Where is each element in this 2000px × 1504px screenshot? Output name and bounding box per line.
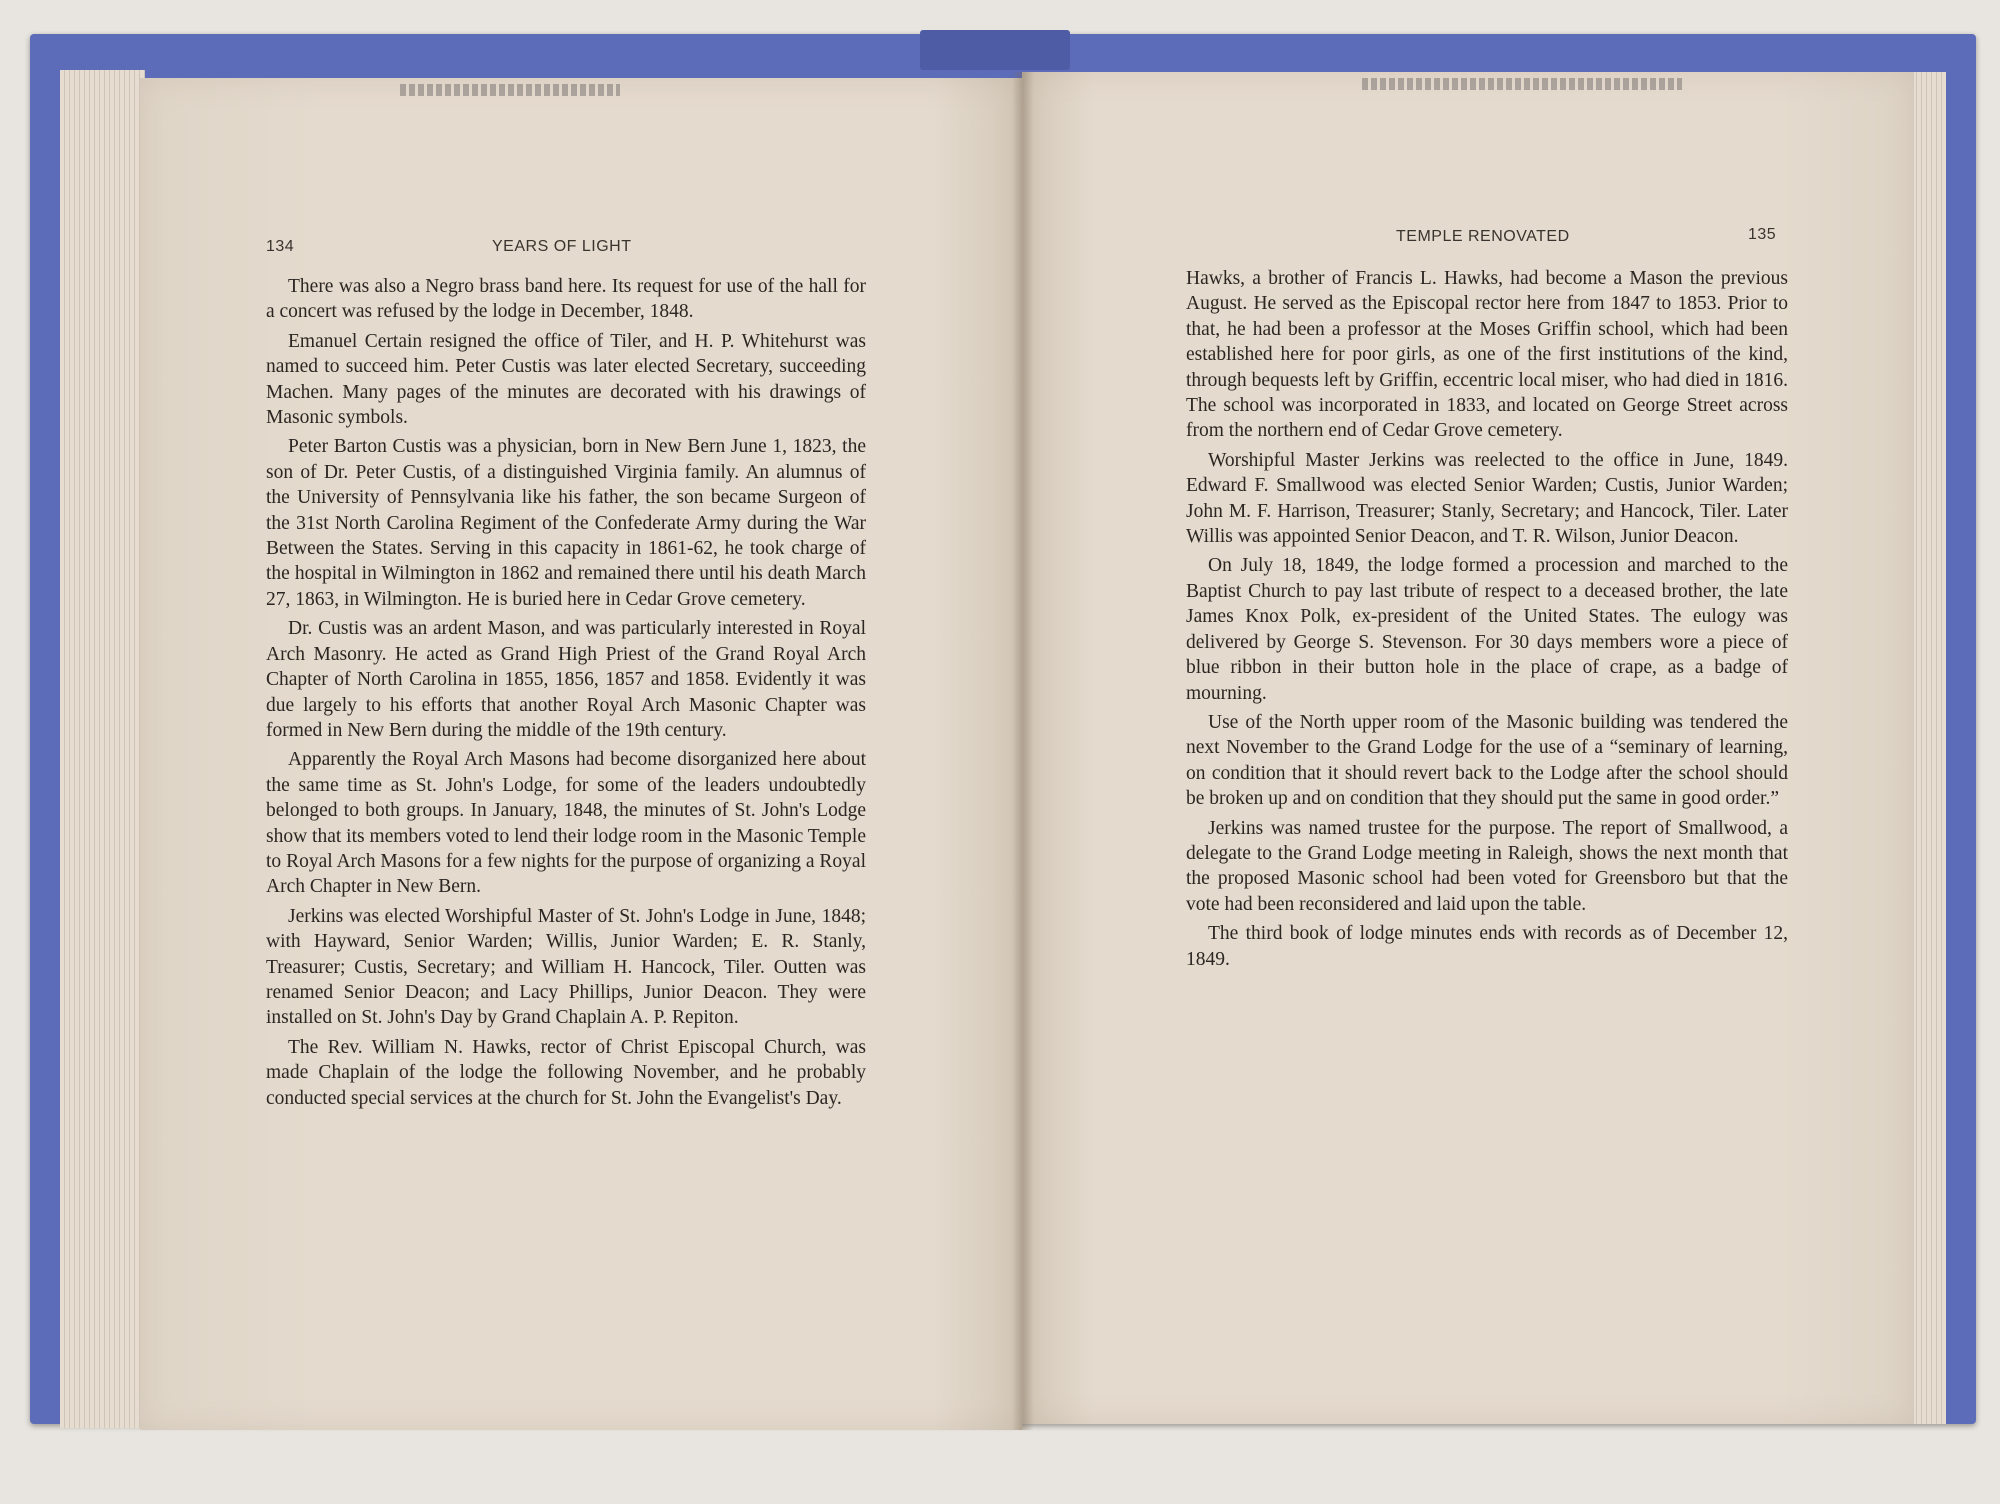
paragraph: Jerkins was named trustee for the purpose. The report of Smallwood, a delegate to the Grand Lodge meeting in Raleigh, shows the next month that the proposed Masonic school had been voted for Greensboro but that the vote had been reconsidered and laid upon the table. [1186, 817, 1788, 915]
left-page-edges [60, 70, 145, 1428]
book-spine [920, 30, 1070, 70]
left-running-title: YEARS OF LIGHT [492, 238, 632, 255]
paragraph: Peter Barton Custis was a physician, born in New Bern June 1, 1823, the son of Dr. Peter Custis, of a distinguished Virginia family. An alumnus of the University of Pennsylvania like his father, the son became Surgeon of the 31st North Carolina Regiment of the Confederate Army during the War Between the States. Serving in this capacity in 1861-62, he took charge of the hospital in Wilmington in 1862 and remained there until his death March 27, 1863, in Wilmington. He is buried here in Cedar Grove cemetery. [266, 436, 866, 610]
right-page-number: 135 [1748, 226, 1777, 243]
paragraph: Apparently the Royal Arch Masons had become disorganized here about the same time as St. John's Lodge, for some of the leaders undoubtedly belonged to both groups. In January, 1848, the minutes of St. John's Lodge show that its members voted to lend their lodge room in the Masonic Temple to Royal Arch Masons for a few nights for the purpose of organizing a Royal Arch Chapter in New Bern. [266, 749, 866, 898]
left-page-number: 134 [266, 238, 295, 255]
paragraph: Hawks, a brother of Francis L. Hawks, had become a Mason the previous August. He served as the Episcopal rector here from 1847 to 1853. Prior to that, he had been a professor at the Moses Griffin school, which had been established here for poor girls, as one of the first institutions of the kind, through bequests left by Griffin, eccentric local miser, who had died in 1816. The school was incorporated in 1833, and located on George Street across from the northern end of Cedar Grove cemetery. [1186, 268, 1788, 442]
right-page-text [1186, 266, 1788, 976]
paragraph: Emanuel Certain resigned the office of Tiler, and H. P. Whitehurst was named to succeed him. Peter Custis was later elected Secretary, succeeding Machen. Many pages of the minutes are decorated with his drawings of Masonic symbols. [266, 330, 866, 429]
bleed-through-marks [1362, 78, 1682, 90]
right-page [1022, 72, 1914, 1424]
paragraph: Worshipful Master Jerkins was reelected to the office in June, 1849. Edward F. Smallwood was elected Senior Warden; Custis, Junior Warden; John M. F. Harrison, Treasurer; Stanly, Secretary; and Hancock, Tiler. Later Willis was appointed Senior Deacon, and T. R. Wilson, Junior Deacon. [1186, 449, 1788, 548]
paragraph: Use of the North upper room of the Masonic building was tendered the next November to the Grand Lodge for the use of a “seminary of learning, on condition that it should revert back to the Lodge after the school should be broken up and on condition that they should put the same in good order.” [1186, 711, 1788, 810]
bleed-through-marks [400, 84, 620, 96]
right-running-title: TEMPLE RENOVATED [1396, 228, 1570, 245]
paragraph: Dr. Custis was an ardent Mason, and was particularly interested in Royal Arch Masonry. He acted as Grand High Priest of the Grand Royal Arch Chapter of North Carolina in 1855, 1856, 1857 and 1858. Evidently it was due largely to his efforts that another Royal Arch Masonic Chapter was formed in New Bern during the middle of the 19th century. [266, 618, 866, 741]
paragraph: On July 18, 1849, the lodge formed a procession and marched to the Baptist Church to pay last tribute of respect to a deceased brother, the late James Knox Polk, ex-president of the United States. The eulogy was delivered by George S. Stevenson. For 30 days members wore a piece of blue ribbon in their button hole in the place of crape, as a badge of mourning. [1186, 555, 1788, 704]
paragraph: Jerkins was elected Worshipful Master of St. John's Lodge in June, 1848; with Hayward, Senior Warden; Willis, Junior Warden; E. R. Stanly, Treasurer; Custis, Secretary; and William H. Hancock, Tiler. Outten was renamed Senior Deacon; and Lacy Phillips, Junior Deacon. They were installed on St. John's Day by Grand Chaplain A. P. Repiton. [266, 905, 866, 1029]
paragraph: The Rev. William N. Hawks, rector of Christ Episcopal Church, was made Chaplain of the lodge the following November, and he probably conducted special services at the church for St. John the Evangelist's Day. [266, 1036, 866, 1109]
paragraph: The third book of lodge minutes ends with records as of December 12, 1849. [1186, 923, 1788, 970]
right-page-edges [1912, 72, 1946, 1424]
paragraph: There was also a Negro brass band here. Its request for use of the hall for a concert was refused by the lodge in December, 1848. [266, 276, 866, 323]
left-page [140, 78, 1022, 1430]
left-page-text [266, 274, 866, 1115]
book-gutter [1012, 72, 1034, 1430]
